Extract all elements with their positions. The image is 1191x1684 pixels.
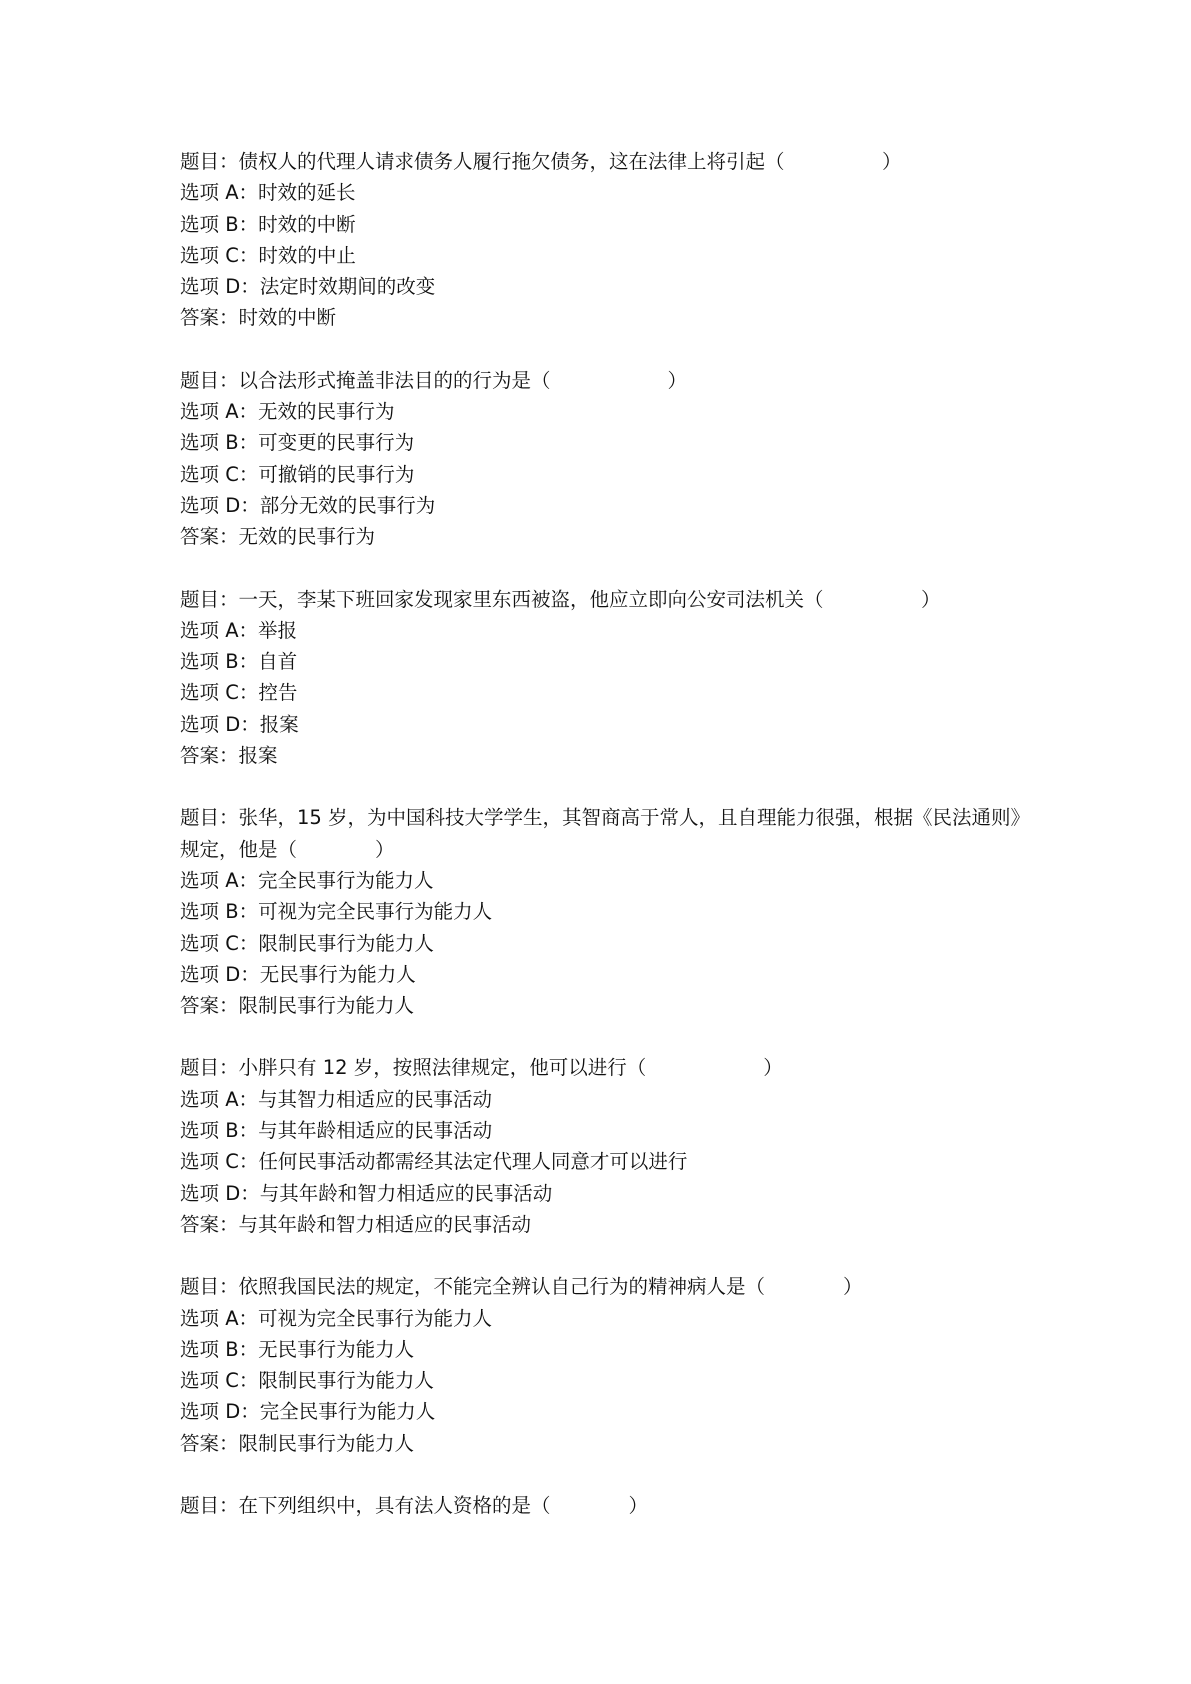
option-b-line — [180, 209, 1030, 240]
option-label: 选项 B： — [180, 431, 259, 455]
answer-text: 限制民事行为能力人 — [238, 1431, 415, 1455]
option-label: 选项 C： — [180, 243, 259, 267]
question-line — [180, 146, 1030, 177]
answer-line — [180, 521, 1030, 552]
option-label: 选项 D： — [180, 275, 260, 299]
answer-text: 时效的中断 — [238, 306, 337, 330]
answer-label: 答案： — [180, 994, 239, 1018]
option-label: 选项 B： — [180, 1119, 259, 1143]
option-a-line — [180, 396, 1030, 427]
option-a-line — [180, 1084, 1030, 1115]
question-text: 以合法形式掩盖非法目的的行为是（ ） — [238, 368, 688, 392]
option-b-line — [180, 1115, 1030, 1146]
answer-text: 无效的民事行为 — [238, 525, 376, 549]
option-b-line — [180, 427, 1030, 458]
option-text: 可视为完全民事行为能力人 — [258, 900, 493, 924]
option-text: 完全民事行为能力人 — [259, 1400, 436, 1424]
answer-text: 报案 — [238, 744, 278, 768]
answer-text: 与其年龄和智力相适应的民事活动 — [238, 1212, 532, 1236]
document-page — [180, 146, 1030, 1552]
option-text: 可变更的民事行为 — [258, 431, 415, 455]
question-line — [180, 802, 1030, 865]
option-label: 选项 A： — [180, 618, 259, 642]
question-line — [180, 365, 1030, 396]
option-label: 选项 B： — [180, 900, 259, 924]
question-text: 依照我国民法的规定，不能完全辨认自己行为的精神病人是（ ） — [238, 1275, 863, 1299]
question-label: 题目： — [180, 368, 239, 392]
question-label: 题目： — [180, 1275, 239, 1299]
option-text: 时效的延长 — [258, 181, 356, 205]
option-label: 选项 B： — [180, 212, 259, 236]
option-text: 与其智力相适应的民事活动 — [258, 1087, 493, 1111]
option-label: 选项 A： — [180, 1306, 259, 1330]
option-text: 可撤销的民事行为 — [258, 462, 415, 486]
answer-line — [180, 740, 1030, 771]
option-a-line — [180, 1303, 1030, 1334]
question-line — [180, 1052, 1030, 1083]
option-b-line — [180, 646, 1030, 677]
answer-label: 答案： — [180, 1431, 239, 1455]
question-block — [180, 1052, 1030, 1240]
option-text: 举报 — [258, 618, 298, 642]
question-block — [180, 1490, 1030, 1521]
option-d-line — [180, 1178, 1030, 1209]
option-label: 选项 A： — [180, 400, 259, 424]
answer-label: 答案： — [180, 525, 239, 549]
option-d-line — [180, 959, 1030, 990]
question-label: 题目： — [180, 1493, 239, 1517]
option-text: 与其年龄和智力相适应的民事活动 — [259, 1181, 553, 1205]
option-label: 选项 A： — [180, 181, 259, 205]
question-text: 债权人的代理人请求债务人履行拖欠债务，这在法律上将引起（ ） — [238, 150, 902, 173]
option-label: 选项 D： — [180, 1400, 260, 1424]
answer-label: 答案： — [180, 1212, 239, 1236]
option-text: 无民事行为能力人 — [258, 1337, 415, 1361]
option-label: 选项 D： — [180, 962, 260, 986]
answer-line — [180, 990, 1030, 1021]
option-d-line — [180, 709, 1030, 740]
option-text: 部分无效的民事行为 — [259, 493, 436, 517]
answer-line — [180, 1428, 1030, 1459]
option-a-line — [180, 865, 1030, 896]
option-label: 选项 C： — [180, 1369, 259, 1393]
question-line — [180, 1490, 1030, 1521]
question-text: 在下列组织中，具有法人资格的是（ ） — [238, 1493, 649, 1517]
question-text: 张华，15 岁，为中国科技大学学生，其智商高于常人，且自理能力很强，根据《民法通则》规定，他是（ ） — [180, 806, 1021, 861]
option-label: 选项 C： — [180, 931, 259, 955]
option-label: 选项 C： — [180, 462, 259, 486]
answer-text: 限制民事行为能力人 — [238, 994, 415, 1018]
option-text: 自首 — [258, 650, 298, 674]
question-block — [180, 1271, 1030, 1459]
question-text: 一天，李某下班回家发现家里东西被盗，他应立即向公安司法机关（ ） — [238, 587, 941, 611]
option-label: 选项 B： — [180, 650, 259, 674]
option-text: 无效的民事行为 — [258, 400, 395, 424]
option-text: 完全民事行为能力人 — [258, 868, 434, 892]
question-block — [180, 146, 1030, 334]
question-label: 题目： — [180, 150, 239, 173]
option-text: 法定时效期间的改变 — [259, 275, 436, 299]
option-text: 限制民事行为能力人 — [258, 931, 434, 955]
answer-label: 答案： — [180, 306, 239, 330]
option-text: 任何民事活动都需经其法定代理人同意才可以进行 — [258, 1150, 688, 1174]
option-label: 选项 A： — [180, 868, 259, 892]
option-c-line — [180, 240, 1030, 271]
question-label: 题目： — [180, 1056, 239, 1080]
option-text: 可视为完全民事行为能力人 — [258, 1306, 493, 1330]
option-b-line — [180, 896, 1030, 927]
question-block — [180, 584, 1030, 772]
option-c-line — [180, 677, 1030, 708]
question-line — [180, 584, 1030, 615]
option-a-line — [180, 615, 1030, 646]
option-text: 报案 — [259, 712, 299, 736]
option-label: 选项 B： — [180, 1337, 259, 1361]
question-block — [180, 365, 1030, 553]
option-text: 时效的中止 — [258, 243, 356, 267]
option-label: 选项 C： — [180, 1150, 259, 1174]
question-label: 题目： — [180, 587, 239, 611]
question-block — [180, 802, 1030, 1021]
option-text: 与其年龄相适应的民事活动 — [258, 1119, 493, 1143]
option-text: 控告 — [258, 681, 298, 705]
question-line — [180, 1271, 1030, 1302]
option-a-line — [180, 177, 1030, 208]
option-label: 选项 C： — [180, 681, 259, 705]
answer-line — [180, 1209, 1030, 1240]
option-text: 时效的中断 — [258, 212, 356, 236]
option-c-line — [180, 1146, 1030, 1177]
option-label: 选项 D： — [180, 493, 260, 517]
option-label: 选项 D： — [180, 712, 260, 736]
option-d-line — [180, 490, 1030, 521]
option-d-line — [180, 271, 1030, 302]
option-c-line — [180, 928, 1030, 959]
answer-label: 答案： — [180, 744, 239, 768]
option-c-line — [180, 459, 1030, 490]
option-d-line — [180, 1396, 1030, 1427]
option-b-line — [180, 1334, 1030, 1365]
option-text: 无民事行为能力人 — [259, 962, 416, 986]
option-c-line — [180, 1365, 1030, 1396]
option-label: 选项 A： — [180, 1087, 259, 1111]
option-label: 选项 D： — [180, 1181, 260, 1205]
question-text: 小胖只有 12 岁，按照法律规定，他可以进行（ ） — [238, 1056, 783, 1080]
option-text: 限制民事行为能力人 — [258, 1369, 434, 1393]
answer-line — [180, 302, 1030, 333]
question-label: 题目： — [180, 806, 239, 830]
